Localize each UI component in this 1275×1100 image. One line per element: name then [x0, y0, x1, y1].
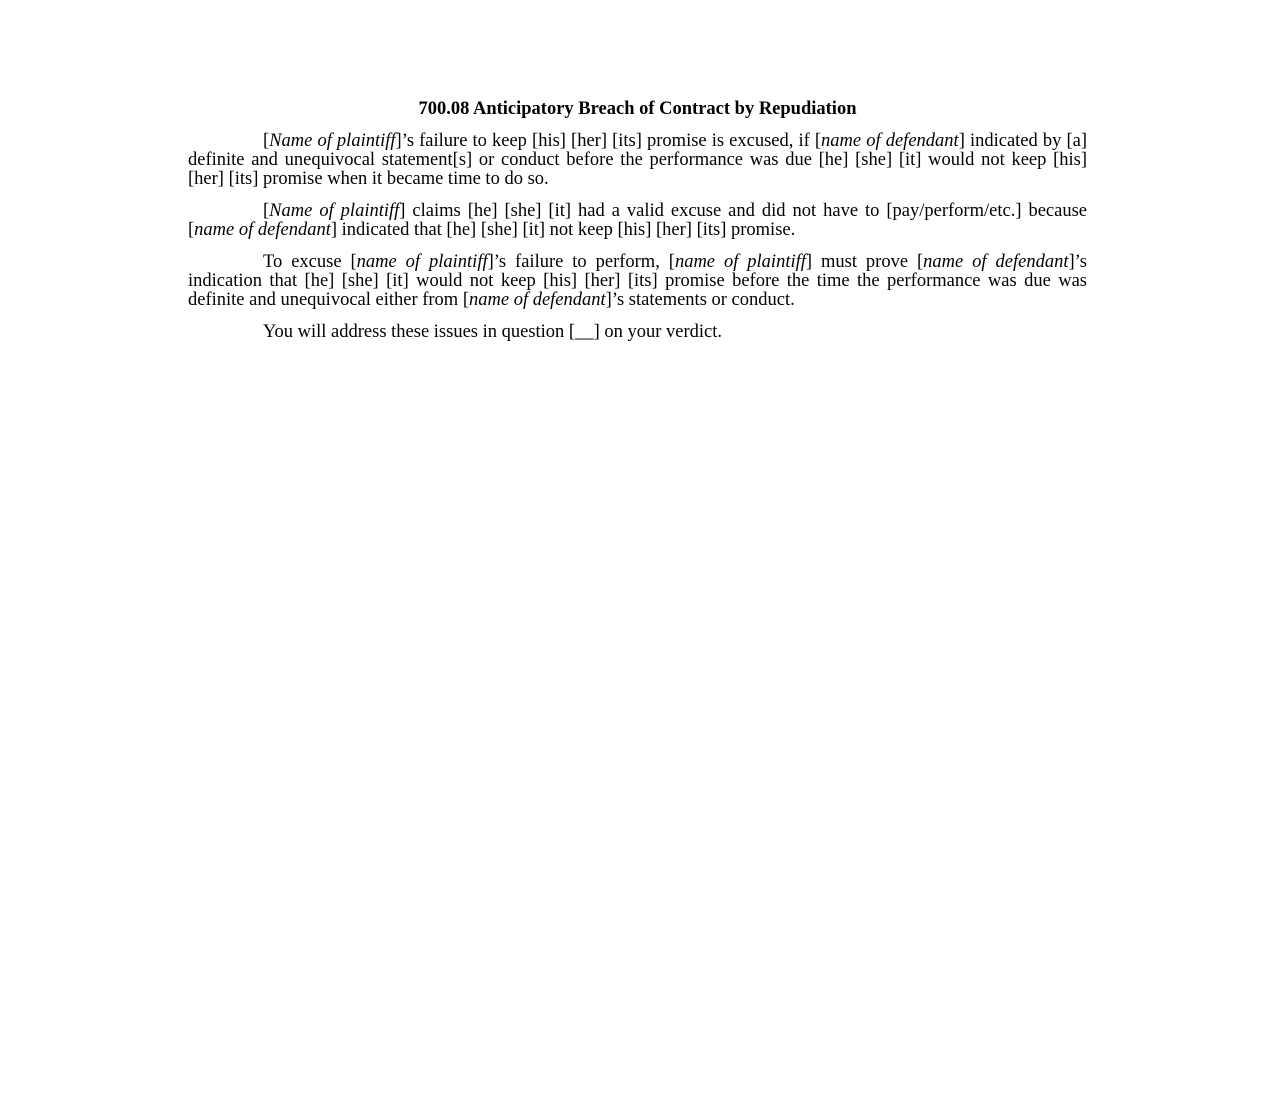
- paragraph-text: ]’s statements or conduct.: [605, 290, 795, 310]
- paragraph-text: ] indicated by [a] definite and unequivocal statement[s] or conduct before the performance was due [he] [she] [it] would not keep [his] [her] [its] promise when it became time to do so.: [188, 131, 1088, 189]
- paragraph-text: ]’s failure to perform, [: [487, 252, 675, 272]
- paragraph-text: ]’s indication that [he] [she] [it] would not keep [his] [her] [its] promise before the time the performance was due was definite and unequivocal either from [: [188, 252, 1087, 310]
- italic-placeholder-text: Name of plaintiff: [269, 201, 400, 221]
- paragraph-text: [: [263, 201, 270, 221]
- paragraph-text: ] indicated that [he] [she] [it] not keep [his] [her] [its] promise.: [330, 220, 796, 240]
- italic-placeholder-text: name of defendant: [821, 131, 959, 151]
- paragraph-text: ]’s failure to keep [his] [her] [its] promise is excused, if [: [395, 131, 822, 151]
- body-paragraph: [188, 132, 1087, 189]
- italic-placeholder-text: name of defendant: [469, 290, 606, 310]
- paragraph-text: ] claims [he] [she] [it] had a valid excuse and did not have to [pay/perform/etc.] because [: [188, 201, 1087, 240]
- body-paragraph: [188, 253, 1087, 310]
- italic-placeholder-text: name of plaintiff: [356, 252, 488, 272]
- document-body: [188, 132, 1087, 342]
- paragraph-text: To excuse [: [263, 252, 357, 272]
- italic-placeholder-text: name of defendant: [194, 220, 331, 240]
- body-paragraph: [188, 202, 1087, 240]
- italic-placeholder-text: name of plaintiff: [674, 252, 806, 272]
- paragraph-text: ] must prove [: [805, 252, 924, 272]
- paragraph-text: [: [263, 131, 270, 151]
- body-paragraph: [188, 323, 1087, 342]
- paragraph-text: You will address these issues in question [__] on your verdict.: [263, 322, 723, 342]
- document-page: [188, 96, 1087, 355]
- italic-placeholder-text: Name of plaintiff: [269, 131, 396, 151]
- italic-placeholder-text: name of defendant: [923, 252, 1069, 272]
- document-title: 700.08 Anticipatory Breach of Contract by Repudiation: [418, 99, 857, 119]
